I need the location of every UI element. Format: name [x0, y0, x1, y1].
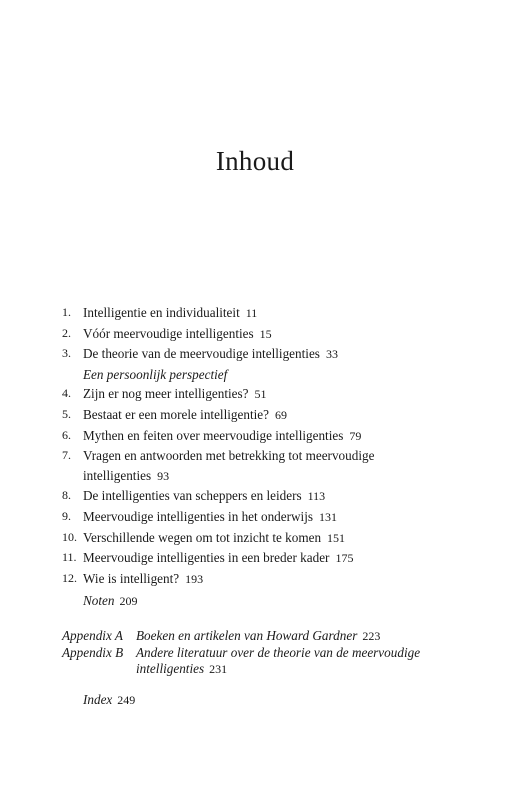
notes-page: 209	[119, 594, 138, 608]
chapter-number: 9.	[62, 508, 71, 523]
chapter-entry	[62, 507, 442, 528]
chapter-page: 79	[349, 428, 362, 443]
chapter-title: Mythen en feiten over meervoudige intelligenties	[83, 427, 344, 443]
chapter-title: De theorie van de meervoudige intelligenties	[83, 346, 320, 362]
chapter-entry	[62, 569, 442, 590]
chapter-entry	[62, 426, 442, 447]
chapter-entry	[62, 344, 442, 384]
chapter-title: Wie is intelligent?	[83, 570, 180, 586]
appendix-label: Appendix B	[62, 644, 124, 660]
chapter-title: Vragen en antwoorden met betrekking tot meervoudige intelligenties	[83, 448, 375, 483]
chapter-number: 8.	[62, 488, 71, 503]
chapter-page: 93	[157, 468, 170, 483]
chapter-page: 33	[325, 347, 338, 362]
chapter-entry	[62, 303, 442, 324]
chapter-number: 12.	[62, 570, 77, 585]
index-label: Index	[83, 692, 113, 707]
chapter-title: Meervoudige intelligenties in een breder kader	[83, 550, 330, 566]
page-title: Inhoud	[215, 146, 295, 176]
chapter-number: 11.	[62, 550, 77, 565]
chapter-number: 4.	[62, 386, 71, 401]
chapter-page: 193	[185, 571, 204, 586]
chapter-page: 69	[275, 407, 288, 422]
chapter-title: Verschillende wegen om tot inzicht te komen	[83, 529, 322, 545]
chapter-title: Intelligentie en individualiteit	[83, 305, 240, 320]
chapter-title: Meervoudige intelligenties in het onderwijs	[83, 508, 313, 524]
chapter-number: 5.	[62, 406, 71, 421]
chapter-entry	[62, 405, 442, 426]
chapter-number: 3.	[62, 346, 71, 361]
chapter-page: 151	[327, 530, 346, 545]
appendix-page: 231	[209, 662, 228, 676]
appendix-title: Andere literatuur over de theorie van de meervoudige intelligenties	[136, 644, 421, 676]
chapter-entry	[62, 486, 442, 507]
chapter-title: De intelligenties van scheppers en leiders	[83, 488, 302, 504]
notes-label: Noten	[83, 593, 115, 608]
appendix-title: Boeken en artikelen van Howard Gardner	[136, 628, 358, 643]
appendix-entry	[62, 628, 452, 645]
chapter-page: 15	[259, 326, 272, 341]
chapter-page: 131	[319, 509, 337, 524]
index-page: 249	[117, 693, 136, 707]
chapter-number: 7.	[62, 448, 71, 463]
chapter-entry	[62, 384, 442, 405]
chapter-number: 1.	[62, 305, 71, 319]
chapter-page: 11	[245, 306, 258, 320]
chapter-entry	[62, 446, 442, 486]
chapter-subtitle: Een persoonlijk perspectief	[83, 366, 228, 382]
chapter-title: Vóór meervoudige intelligenties	[83, 325, 254, 341]
chapter-number: 10.	[62, 529, 77, 544]
chapter-page: 175	[335, 551, 354, 566]
index-entry	[83, 692, 135, 708]
appendix-page: 223	[362, 629, 381, 643]
chapter-page: 113	[307, 489, 326, 504]
notes-entry	[83, 593, 138, 609]
chapter-title: Bestaat er een morele intelligentie?	[83, 406, 270, 422]
chapter-entry	[62, 528, 442, 549]
chapter-page: 51	[254, 387, 267, 402]
chapter-list	[62, 303, 442, 589]
chapter-entry	[62, 548, 442, 569]
chapter-title: Zijn er nog meer intelligenties?	[83, 386, 249, 402]
appendix-list	[62, 628, 452, 678]
chapter-entry	[62, 324, 442, 345]
appendix-entry	[62, 645, 452, 678]
appendix-label: Appendix A	[62, 628, 123, 643]
chapter-number: 6.	[62, 427, 71, 442]
chapter-number: 2.	[62, 325, 71, 340]
